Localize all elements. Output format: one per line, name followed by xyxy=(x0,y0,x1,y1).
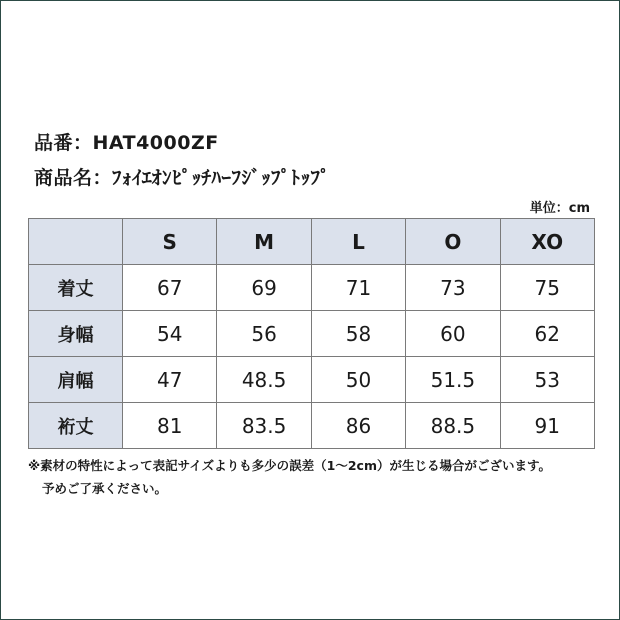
row-label-length: 着丈 xyxy=(29,265,123,311)
size-header-m: M xyxy=(217,219,311,265)
table-cell: 60 xyxy=(406,311,500,357)
row-label-shoulder: 肩幅 xyxy=(29,357,123,403)
table-cell: 50 xyxy=(311,357,405,403)
table-cell: 53 xyxy=(500,357,594,403)
product-code: 品番：HAT4000ZF xyxy=(34,132,219,154)
table-row xyxy=(29,403,595,449)
size-header-l: L xyxy=(311,219,405,265)
size-header-o: O xyxy=(406,219,500,265)
table-cell: 47 xyxy=(123,357,217,403)
product-name: 商品名：ﾌｫｲｴｵﾝﾋﾟｯﾁﾊｰﾌｼﾞｯﾌﾟﾄｯﾌﾟ xyxy=(34,167,331,189)
table-header-row xyxy=(29,219,595,265)
table-cell: 88.5 xyxy=(406,403,500,449)
table-cell: 48.5 xyxy=(217,357,311,403)
size-note-continued: 予めご了承ください。 xyxy=(42,481,168,496)
table-cell: 51.5 xyxy=(406,357,500,403)
row-label-width: 身幅 xyxy=(29,311,123,357)
table-cell: 54 xyxy=(123,311,217,357)
size-header-s: S xyxy=(123,219,217,265)
unit-label: 単位：cm xyxy=(529,201,590,216)
table-row xyxy=(29,357,595,403)
table-cell: 67 xyxy=(123,265,217,311)
row-label-sleeve: 裄丈 xyxy=(29,403,123,449)
table-cell: 71 xyxy=(311,265,405,311)
table-cell: 69 xyxy=(217,265,311,311)
table-cell: 62 xyxy=(500,311,594,357)
table-row xyxy=(29,311,595,357)
size-note: ※素材の特性によって表記サイズよりも多少の誤差（1～2cm）が生じる場合がございます。 xyxy=(28,458,551,473)
table-cell: 73 xyxy=(406,265,500,311)
table-cell: 56 xyxy=(217,311,311,357)
size-header-xo: XO xyxy=(500,219,594,265)
table-cell: 86 xyxy=(311,403,405,449)
table-cell: 83.5 xyxy=(217,403,311,449)
table-row xyxy=(29,265,595,311)
table-cell: 75 xyxy=(500,265,594,311)
table-cell: 81 xyxy=(123,403,217,449)
size-table xyxy=(28,218,595,449)
table-cell: 91 xyxy=(500,403,594,449)
table-corner-cell xyxy=(29,219,123,265)
table-cell: 58 xyxy=(311,311,405,357)
